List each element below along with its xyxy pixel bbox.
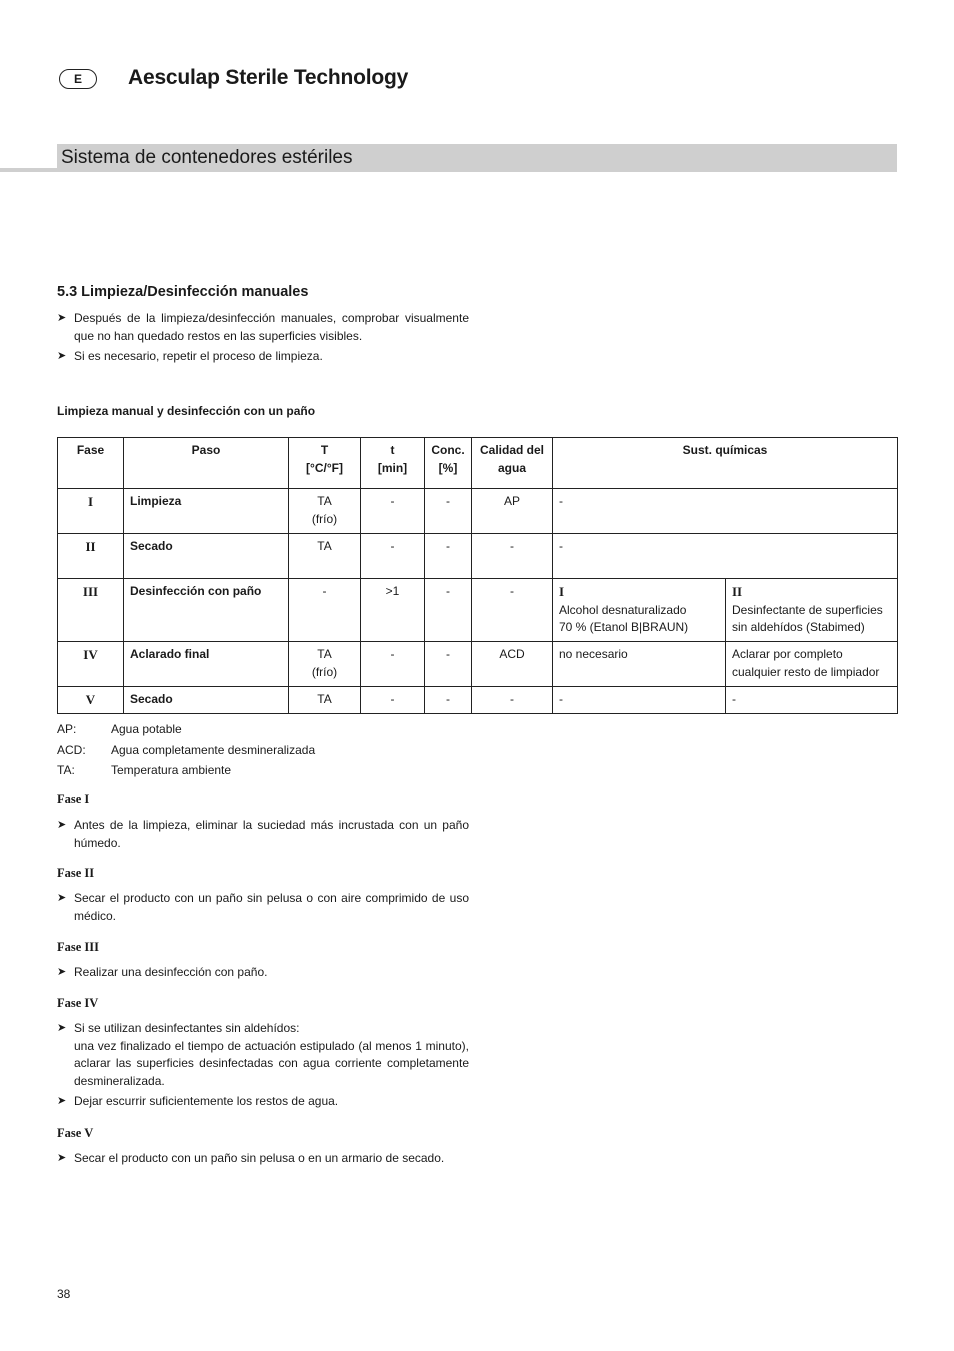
cell-conc: - bbox=[425, 687, 472, 714]
cell-fase: IV bbox=[58, 642, 124, 687]
cell-agua: - bbox=[472, 579, 553, 642]
bullet-text: Después de la limpieza/desinfección manuales, comprobar visualmente que no han quedado restos en las superficies visibles. bbox=[74, 311, 469, 343]
cell-time: - bbox=[361, 534, 425, 579]
cell-paso: Aclarado final bbox=[124, 642, 289, 687]
bullet-item bbox=[57, 348, 469, 366]
arrow-bullet-icon: ➤ bbox=[57, 966, 67, 978]
phase-iii-text: ➤ Realizar una desinfección con paño. bbox=[57, 964, 469, 982]
arrow-bullet-icon: ➤ bbox=[57, 350, 67, 362]
phase-iv-label: Fase IV bbox=[57, 996, 99, 1010]
cell-paso: Secado bbox=[124, 534, 289, 579]
section-title: Sistema de contenedores estériles bbox=[61, 147, 353, 168]
cell-sust-ii: - bbox=[726, 687, 898, 714]
arrow-bullet-icon: ➤ bbox=[57, 1152, 67, 1164]
phase-v-text: ➤ Secar el producto con un paño sin pelusa o en un armario de secado. bbox=[57, 1150, 469, 1168]
section-bar bbox=[57, 144, 897, 172]
arrow-bullet-icon: ➤ bbox=[57, 892, 67, 904]
table-row bbox=[58, 642, 898, 687]
bullet-item bbox=[57, 310, 469, 345]
cell-sust-i: I Alcohol desnaturalizado 70 % (Etanol B|BRAUN) bbox=[553, 579, 726, 642]
cell-sust-ii: Aclarar por completo cualquier resto de limpiador bbox=[726, 642, 898, 687]
col-header-time: t [min] bbox=[361, 438, 425, 489]
intro-bullets bbox=[57, 310, 469, 366]
col-header-paso: Paso bbox=[124, 438, 289, 489]
cell-conc: - bbox=[425, 534, 472, 579]
phase-v-label: Fase V bbox=[57, 1126, 94, 1140]
cell-agua: ACD bbox=[472, 642, 553, 687]
cell-fase: III bbox=[58, 579, 124, 642]
col-header-temp: T [°C/°F] bbox=[289, 438, 361, 489]
chapter-heading: 5.3 Limpieza/Desinfección manuales bbox=[57, 284, 309, 300]
cell-fase: II bbox=[58, 534, 124, 579]
phase-i-text: ➤ Antes de la limpieza, eliminar la suciedad más incrustada con un paño húmedo. bbox=[57, 818, 469, 850]
legend-row: AP: Agua potable bbox=[57, 722, 182, 736]
cell-agua: - bbox=[472, 534, 553, 579]
cell-agua: AP bbox=[472, 489, 553, 534]
cell-sust-ii: II Desinfectante de superficies sin aldehídos (Stabimed) bbox=[726, 579, 898, 642]
cell-temp: TA bbox=[289, 687, 361, 714]
cell-time: - bbox=[361, 489, 425, 534]
language-badge: E bbox=[59, 69, 97, 89]
cell-paso: Secado bbox=[124, 687, 289, 714]
cell-time: - bbox=[361, 642, 425, 687]
cell-temp: TA bbox=[289, 534, 361, 579]
page-number: 38 bbox=[57, 1287, 71, 1301]
cell-agua: - bbox=[472, 687, 553, 714]
table-row bbox=[58, 489, 898, 534]
table-header-row bbox=[58, 438, 898, 489]
cell-conc: - bbox=[425, 489, 472, 534]
cell-time: >1 bbox=[361, 579, 425, 642]
col-header-conc: Conc. [%] bbox=[425, 438, 472, 489]
cell-paso: Limpieza bbox=[124, 489, 289, 534]
legend-row: ACD: Agua completamente desmineralizada bbox=[57, 742, 316, 757]
cell-time: - bbox=[361, 687, 425, 714]
col-header-sust: Sust. químicas bbox=[553, 438, 898, 489]
phase-iv-text: ➤ Si se utilizan desinfectantes sin aldehídos: una vez finalizado el tiempo de actuación estipulado (al menos 1 minuto), aclarar las superficies desinfectadas con agua corriente completamente desmineralizada. ➤ Dejar escurrir suficientemente los restos de agua. bbox=[57, 1020, 469, 1111]
cleaning-table bbox=[57, 437, 898, 714]
arrow-bullet-icon: ➤ bbox=[57, 1095, 67, 1107]
cell-temp: TA (frío) bbox=[289, 489, 361, 534]
cell-paso: Desinfección con paño bbox=[124, 579, 289, 642]
table-row bbox=[58, 687, 898, 714]
col-header-fase: Fase bbox=[58, 438, 124, 489]
table-title: Limpieza manual y desinfección con un paño bbox=[57, 404, 316, 418]
brand-title: Aesculap Sterile Technology bbox=[128, 66, 409, 89]
cell-conc: - bbox=[425, 579, 472, 642]
cell-sust: - bbox=[553, 489, 898, 534]
phase-ii-text: ➤ Secar el producto con un paño sin pelusa o con aire comprimido de uso médico. bbox=[57, 891, 469, 923]
cell-fase: I bbox=[58, 489, 124, 534]
arrow-bullet-icon: ➤ bbox=[57, 312, 67, 324]
phase-i-label: Fase I bbox=[57, 792, 90, 806]
arrow-bullet-icon: ➤ bbox=[57, 819, 67, 831]
abbreviation-legend bbox=[57, 719, 315, 781]
cell-fase: V bbox=[58, 687, 124, 714]
arrow-bullet-icon: ➤ bbox=[57, 1022, 67, 1034]
phase-iii-label: Fase III bbox=[57, 940, 100, 954]
cell-conc: - bbox=[425, 642, 472, 687]
cell-sust: - bbox=[553, 534, 898, 579]
table-row bbox=[58, 579, 898, 642]
col-header-agua: Calidad del agua bbox=[472, 438, 553, 489]
cell-sust-i: - bbox=[553, 687, 726, 714]
table-row bbox=[58, 534, 898, 579]
legend-row: TA: Temperatura ambiente bbox=[57, 763, 232, 777]
cell-sust-i: no necesario bbox=[553, 642, 726, 687]
cell-temp: TA (frío) bbox=[289, 642, 361, 687]
cell-temp: - bbox=[289, 579, 361, 642]
phase-ii-label: Fase II bbox=[57, 866, 95, 880]
bullet-text: Si es necesario, repetir el proceso de limpieza. bbox=[74, 349, 323, 363]
